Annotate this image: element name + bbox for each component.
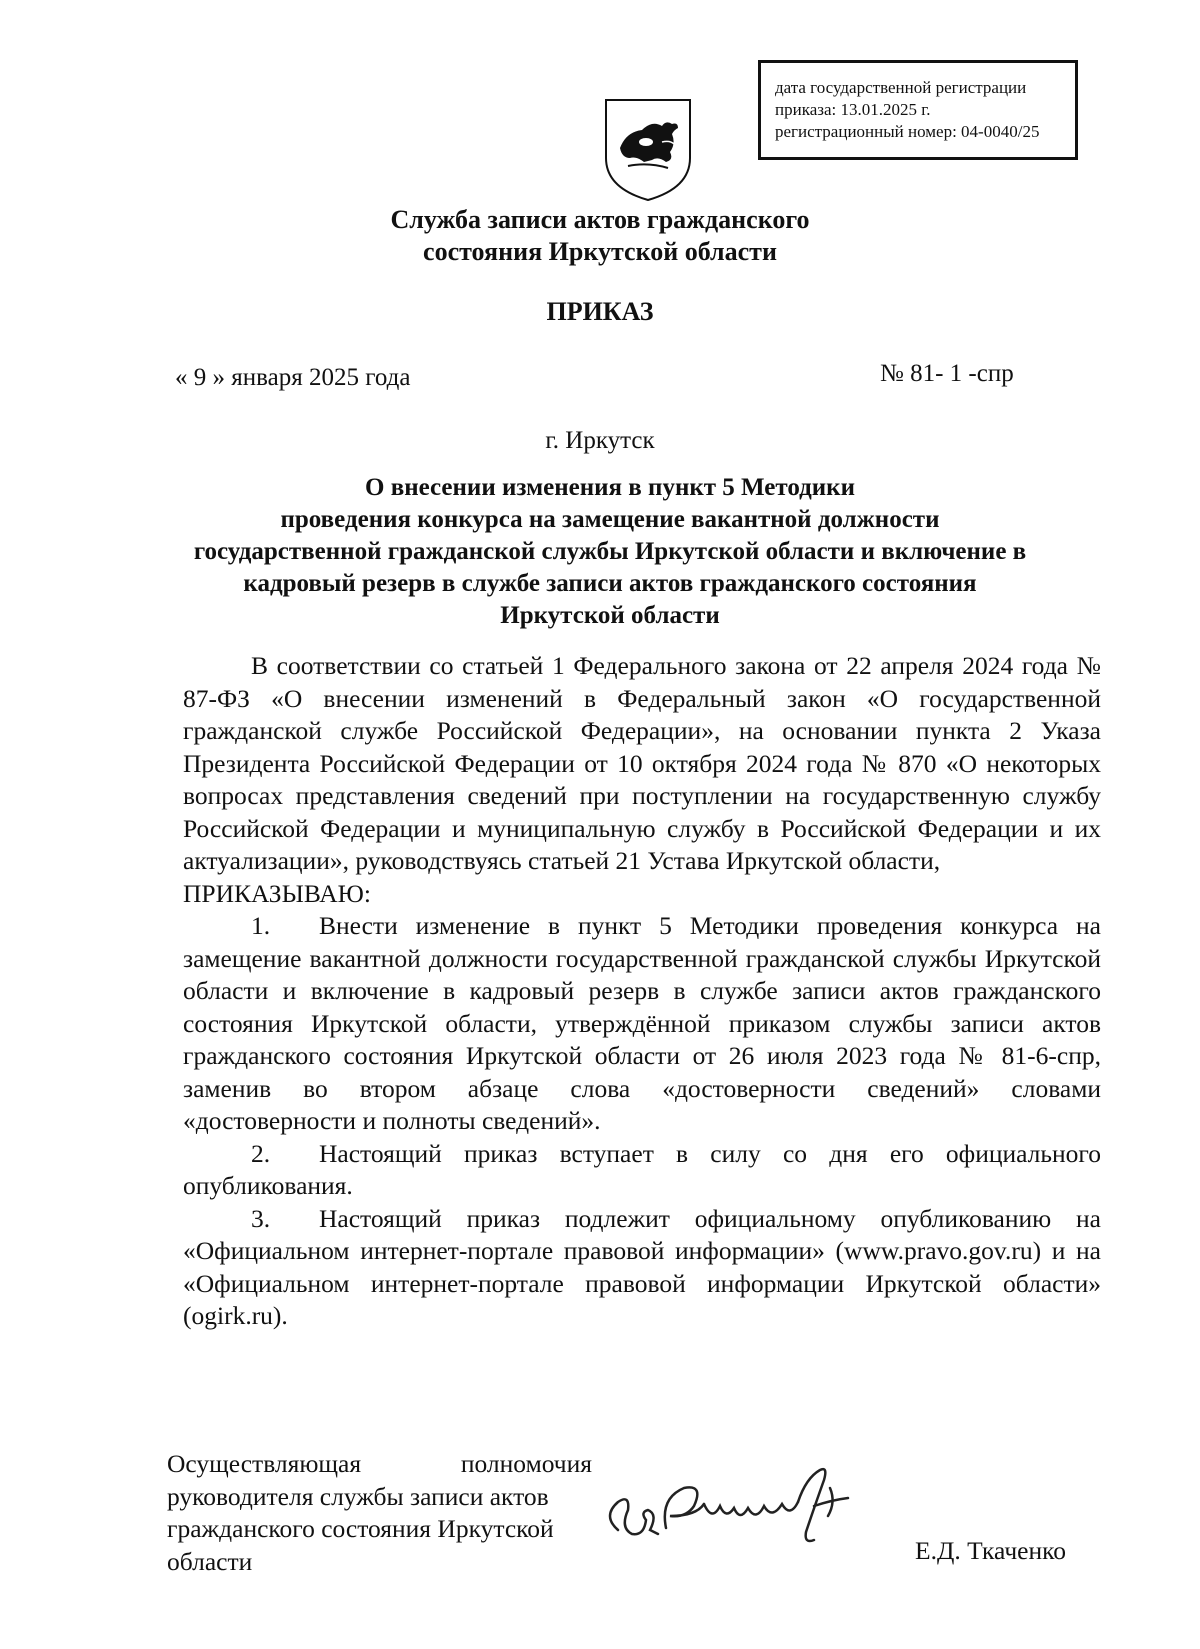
title-line-5: Иркутской области <box>500 602 720 629</box>
signer-position-line-3: гражданского состояния Иркутской <box>167 1514 554 1543</box>
document-city: г. Иркутск <box>545 427 655 454</box>
document-date: « 9 » января 2025 года <box>175 364 411 391</box>
title-line-3: государственной гражданской службы Иркутской области и включение в <box>193 538 1027 565</box>
handwritten-signature <box>600 1458 900 1568</box>
signer-position-line-1 <box>167 1448 592 1481</box>
preamble-paragraph: В соответствии со статьей 1 Федерального закона от 22 апреля 2024 года № 87-ФЗ «О внесении изменений в Федеральный закон «О государственной гражданской службе Российской Федерации», на основании пункта 2 Указа Президента Российской Федерации от 10 октября 2024 года № 870 «О некоторых вопросах представления сведений при поступлении на государственную службу Российской Федерации и муниципальную службу в Российской Федерации и их актуализации», руководствуясь статьей 21 Устава Иркутской области, <box>183 651 1101 875</box>
stamp-line-2: приказа: 13.01.2025 г. <box>775 100 931 119</box>
title-line-1: О внесении изменения в пункт 5 Методики <box>365 474 855 501</box>
stamp-line-1: дата государственной регистрации <box>775 78 1027 97</box>
signer-position-word-1: Осуществляющая <box>167 1449 362 1478</box>
signer-position-word-2: полномочия <box>460 1449 592 1478</box>
order-word: ПРИКАЗЫВАЮ: <box>183 878 371 908</box>
item-number: 1. <box>251 911 271 940</box>
title-line-4: кадровый резерв в службе записи актов гражданского состояния <box>243 570 977 597</box>
signer-position-line-2: руководителя службы записи актов <box>167 1481 549 1511</box>
document-type: ПРИКАЗ <box>546 297 654 326</box>
order-item-3 <box>183 1203 1101 1333</box>
signer-name: Е.Д. Ткаченко <box>915 1536 1066 1565</box>
item-text: Внести изменение в пункт 5 Методики проведения конкурса на замещение вакантной должности государственной гражданской службы Иркутской области и включение в кадровый резерв в службе записи актов гражданского состояния Иркутской области, утверждённой приказом службы записи актов гражданского состояния Иркутской области от 26 июля 2023 года № 81-6-спр, заменив во втором абзаце слова «достоверности сведений» словами «достоверности и полноты сведений». <box>183 911 1101 1135</box>
order-item-2 <box>183 1138 1101 1203</box>
stamp-line-3: регистрационный номер: 04-0040/25 <box>775 122 1040 141</box>
document-body <box>183 650 1101 1333</box>
registration-stamp <box>758 60 1078 160</box>
document-title <box>160 472 1060 632</box>
document-number: № 81- 1 -спр <box>880 360 1014 387</box>
item-number: 2. <box>251 1138 271 1168</box>
organization-name <box>300 204 900 268</box>
org-line-2: состояния Иркутской области <box>423 237 777 266</box>
org-line-1: Служба записи актов гражданского <box>390 205 810 234</box>
order-item-1 <box>183 910 1101 1138</box>
item-number: 3. <box>251 1203 271 1233</box>
signer-position-line-4: области <box>167 1546 253 1576</box>
item-text: Настоящий приказ вступает в силу со дня его официального опубликования. <box>183 1138 1101 1200</box>
signer-position <box>167 1448 592 1578</box>
title-line-2: проведения конкурса на замещение вакантной должности <box>280 506 940 533</box>
irkutsk-coat-of-arms-icon <box>600 96 696 204</box>
item-text: Настоящий приказ подлежит официальному опубликованию на «Официальном интернет-портале правовой информации» (www.pravo.gov.ru) и на «Официальном интернет-портале правовой информации Иркутской области» (ogirk.ru). <box>183 1203 1101 1330</box>
